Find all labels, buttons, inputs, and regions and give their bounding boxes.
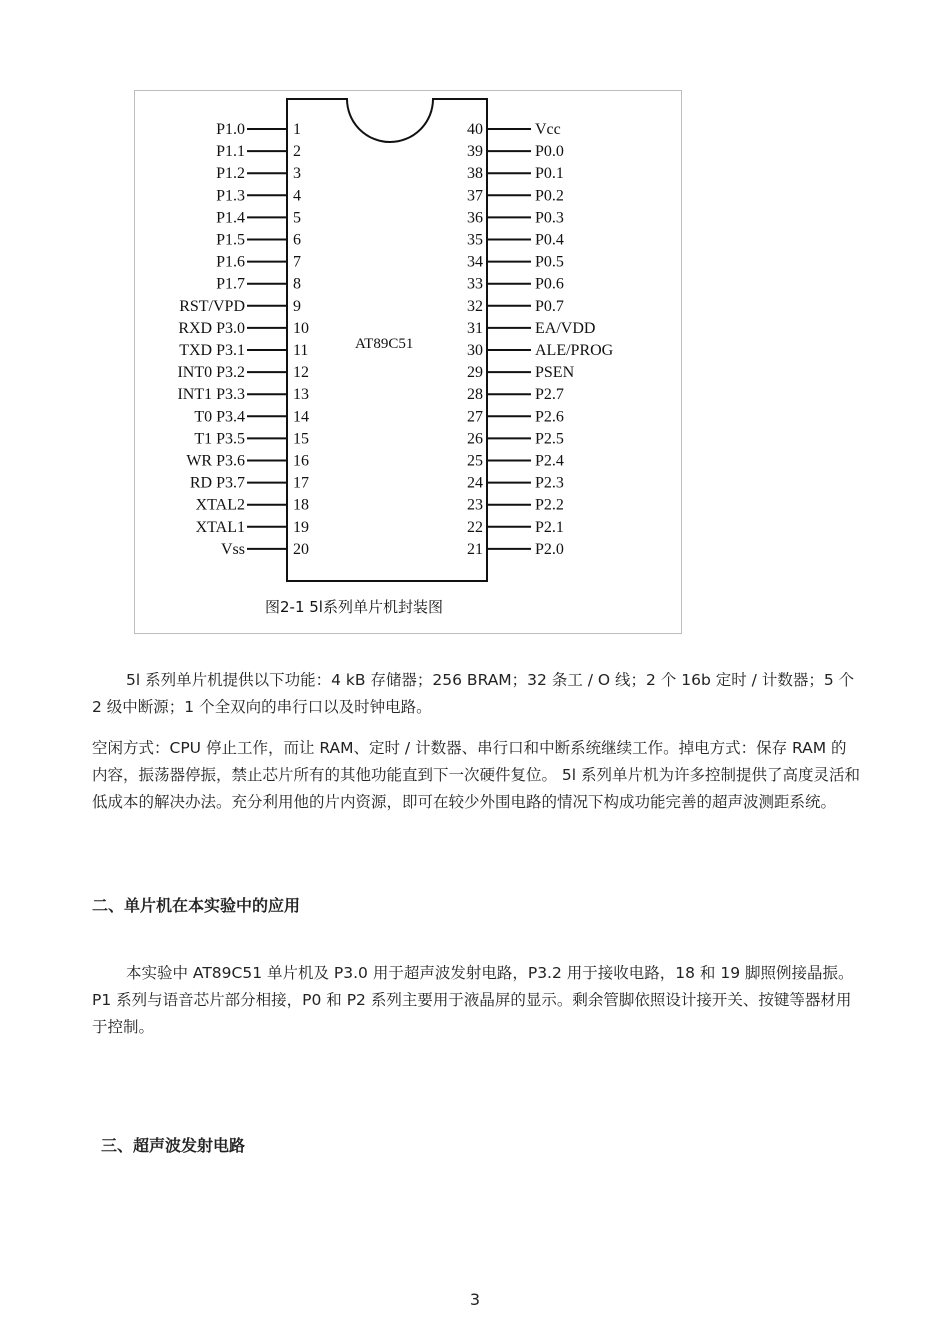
pin-number-35: 35 [467, 231, 483, 249]
pin-number-9: 9 [293, 297, 301, 315]
pin-number-30: 30 [467, 342, 483, 359]
figure-caption: 图2-1 5l系列单片机封装图 [265, 598, 443, 616]
pin-label-12: INT0 P3.2 [177, 364, 245, 382]
pin-label-34: P0.5 [535, 253, 564, 271]
section-heading-2: 二、单片机在本实验中的应用 [92, 896, 301, 915]
pin-number-31: 31 [467, 319, 483, 337]
chip-diagram [135, 91, 683, 635]
pin-number-11: 11 [293, 342, 309, 359]
pin-label-32: P0.7 [535, 297, 564, 315]
pin-number-3: 3 [293, 165, 301, 183]
pin-label-1: P1.0 [216, 121, 245, 138]
pin-number-16: 16 [293, 452, 309, 470]
pin-label-15: T1 P3.5 [194, 430, 245, 448]
section-heading-3: 三、超声波发射电路 [101, 1136, 246, 1155]
pin-label-24: P2.3 [535, 474, 564, 492]
pin-number-26: 26 [467, 430, 483, 448]
pin-label-13: INT1 P3.3 [177, 386, 245, 404]
pin-number-4: 4 [293, 187, 301, 205]
pin-number-8: 8 [293, 275, 301, 293]
pin-label-23: P2.2 [535, 496, 564, 514]
pin-label-20: Vss [220, 540, 245, 558]
pin-label-9: RST/VPD [179, 297, 245, 315]
pin-number-25: 25 [467, 452, 483, 470]
pin-label-26: P2.5 [535, 430, 564, 448]
pin-label-16: WR P3.6 [186, 452, 245, 470]
page-number: 3 [469, 1290, 481, 1309]
pin-label-3: P1.2 [216, 165, 245, 183]
pin-label-33: P0.6 [535, 275, 564, 293]
pin-number-29: 29 [467, 364, 483, 382]
pin-number-12: 12 [293, 364, 309, 382]
pin-label-35: P0.4 [535, 231, 564, 249]
pin-number-38: 38 [467, 165, 483, 183]
pin-label-11: TXD P3.1 [179, 342, 245, 359]
pin-number-19: 19 [293, 518, 309, 536]
pin-label-4: P1.3 [216, 187, 245, 205]
pin-number-36: 36 [467, 209, 483, 227]
pin-label-40: Vcc [535, 121, 561, 138]
pin-number-7: 7 [293, 253, 301, 271]
pin-label-7: P1.6 [216, 253, 245, 271]
pin-label-29: PSEN [535, 364, 575, 382]
pin-number-40: 40 [467, 121, 483, 138]
pin-label-22: P2.1 [535, 518, 564, 536]
pin-label-30: ALE/PROG [535, 342, 614, 359]
paragraph-application: 本实验中 AT89C51 单片机及 P3.0 用于超声波发射电路，P3.2 用于接收电路，18 和 19 脚照例接晶振。P1 系列与语音芯片部分相接，P0 和 P2 系列主要用于液晶屏的显示。剩余管脚依照设计接开关、按键等器材用于控制。 [92, 964, 854, 1036]
chip-name: AT89C51 [355, 336, 414, 352]
pin-label-36: P0.3 [535, 209, 564, 227]
pin-number-22: 22 [467, 518, 483, 536]
pin-label-18: XTAL2 [195, 496, 245, 514]
pin-number-24: 24 [467, 474, 483, 492]
pin-label-38: P0.1 [535, 165, 564, 183]
pin-number-13: 13 [293, 386, 309, 404]
pin-label-19: XTAL1 [195, 518, 245, 536]
pin-number-37: 37 [467, 187, 483, 205]
pin-label-5: P1.4 [216, 209, 245, 227]
pin-label-14: T0 P3.4 [194, 408, 245, 426]
pin-number-32: 32 [467, 297, 483, 315]
pin-number-6: 6 [293, 231, 301, 249]
pin-label-39: P0.0 [535, 143, 564, 161]
pin-number-10: 10 [293, 319, 309, 337]
pin-number-17: 17 [293, 474, 309, 492]
pin-number-14: 14 [293, 408, 309, 426]
pin-number-27: 27 [467, 408, 483, 426]
pin-label-17: RD P3.7 [189, 474, 245, 492]
pin-label-21: P2.0 [535, 540, 564, 558]
pin-label-6: P1.5 [216, 231, 245, 249]
pin-label-37: P0.2 [535, 187, 564, 205]
pin-number-28: 28 [467, 386, 483, 404]
paragraph-power-modes: 空闲方式：CPU 停止工作，而让 RAM、定时 / 计数器、串行口和中断系统继续工作。掉电方式：保存 RAM 的内容，振荡器停振，禁止芯片所有的其他功能直到下一次硬件复位。 5l 系列单片机为许多控制提供了高度灵活和低成本的解决办法。充分利用他的片内资源，即可在较少外围电路的情况下构成功能完善的超声波测距系统。 [92, 739, 861, 811]
pin-number-2: 2 [293, 143, 301, 161]
pin-number-23: 23 [467, 496, 483, 514]
pin-label-27: P2.6 [535, 408, 564, 426]
paragraph-features: 5l 系列单片机提供以下功能：4 kB 存储器；256 BRAM；32 条工 / O 线；2 个 16b 定时 / 计数器；5 个 2 级中断源；1 个全双向的串行口以及时钟电路。 [92, 671, 855, 716]
figure-chip-pinout [134, 90, 682, 634]
pin-number-20: 20 [293, 540, 309, 558]
pin-label-8: P1.7 [216, 275, 245, 293]
pin-number-33: 33 [467, 275, 483, 293]
pin-number-1: 1 [293, 121, 301, 138]
pin-label-31: EA/VDD [535, 319, 596, 337]
pin-label-2: P1.1 [216, 143, 245, 161]
pin-number-15: 15 [293, 430, 309, 448]
pin-label-10: RXD P3.0 [178, 319, 245, 337]
pin-number-5: 5 [293, 209, 301, 227]
pin-number-39: 39 [467, 143, 483, 161]
pin-number-34: 34 [467, 253, 483, 271]
pin-number-21: 21 [467, 540, 483, 558]
pin-label-25: P2.4 [535, 452, 564, 470]
pin-label-28: P2.7 [535, 386, 564, 404]
pin-number-18: 18 [293, 496, 309, 514]
